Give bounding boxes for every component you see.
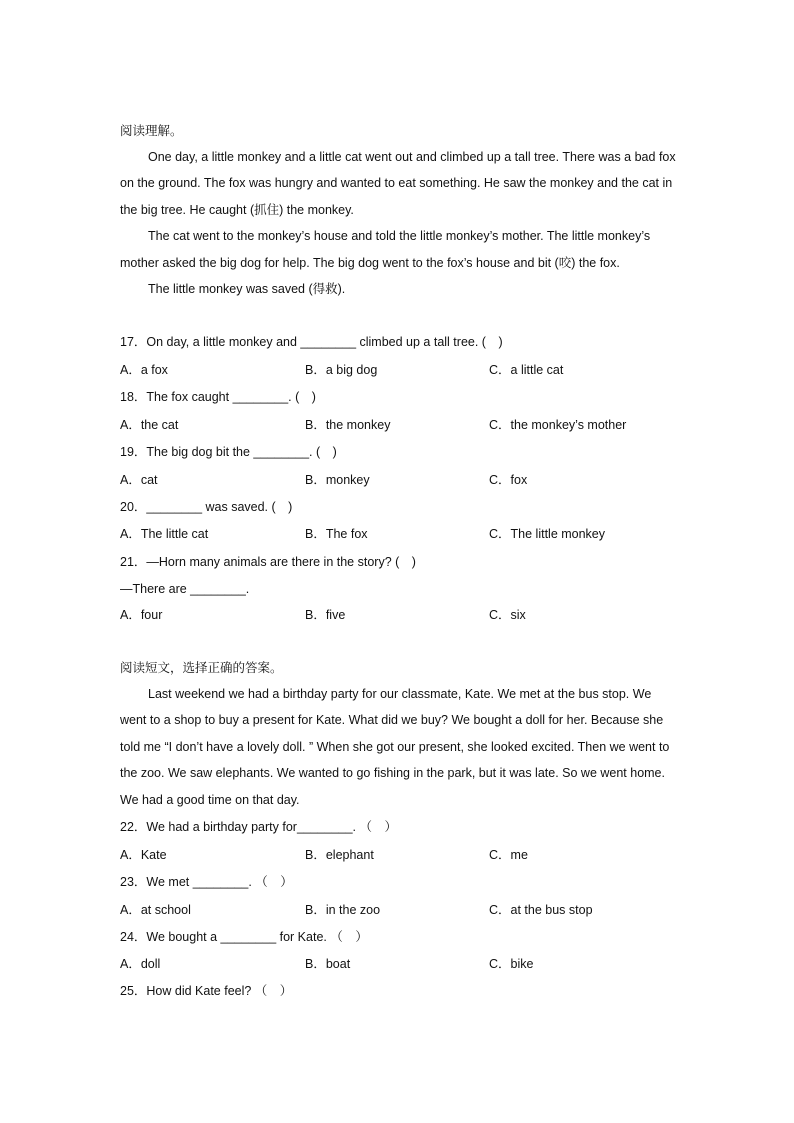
passage-paragraph: Last weekend we had a birthday party for our classmate, Kate. We met at the bus stop. We went to a shop to buy a present for Kate. What did we buy? We bought a doll for her. Because she told me “I don’t have a lovely doll. ” When she got our present, she looked excited. Then we went to the zoo. We saw elephants. We wanted to go fishing in the park, but it was late. So we went home. We had a good time on that day. bbox=[120, 687, 670, 807]
option-a[interactable]: A．doll bbox=[120, 957, 161, 971]
option-c[interactable]: C．bike bbox=[489, 957, 534, 971]
option-b[interactable]: B．in the zoo bbox=[305, 903, 381, 917]
passage-paragraph: One day, a little monkey and a little cat went out and climbed up a tall tree. There was a bad fox on the ground. The fox was hungry and wanted to eat something. He saw the monkey and the cat in the big tree. He caught (抓住) the monkey. bbox=[120, 150, 676, 217]
question-21-answer-line: —There are ________. bbox=[120, 582, 250, 596]
question-24: 24．We bought a ________ for Kate. （ ） bbox=[120, 930, 368, 944]
option-c[interactable]: C．six bbox=[489, 608, 526, 622]
options-22 bbox=[120, 846, 720, 864]
question-18: 18．The fox caught ________. ( ) bbox=[120, 390, 316, 404]
option-c[interactable]: C．the monkey’s mother bbox=[489, 418, 627, 432]
option-a[interactable]: A．Kate bbox=[120, 848, 167, 862]
option-a[interactable]: A．four bbox=[120, 608, 163, 622]
question-23: 23．We met ________. （ ） bbox=[120, 875, 293, 889]
option-b[interactable]: B．the monkey bbox=[305, 418, 391, 432]
question-20: 20．________ was saved. ( ) bbox=[120, 500, 293, 514]
options-24 bbox=[120, 955, 720, 973]
option-b[interactable]: B．The fox bbox=[305, 527, 368, 541]
section-heading-choose: 阅读短文，选择正确的答案。 bbox=[120, 661, 283, 675]
option-b[interactable]: B．a big dog bbox=[305, 363, 378, 377]
options-18 bbox=[120, 416, 720, 434]
option-a[interactable]: A．the cat bbox=[120, 418, 179, 432]
option-c[interactable]: C．fox bbox=[489, 473, 528, 487]
options-20 bbox=[120, 525, 720, 543]
question-19: 19．The big dog bit the ________. ( ) bbox=[120, 445, 337, 459]
option-b[interactable]: B．elephant bbox=[305, 848, 374, 862]
option-c[interactable]: C．a little cat bbox=[489, 363, 564, 377]
option-c[interactable]: C．at the bus stop bbox=[489, 903, 593, 917]
passage-birthday bbox=[120, 681, 680, 813]
option-b[interactable]: B．boat bbox=[305, 957, 351, 971]
section-heading-reading: 阅读理解。 bbox=[120, 124, 183, 138]
question-21: 21．—Horn many animals are there in the story? ( ) bbox=[120, 555, 416, 569]
option-a[interactable]: A．at school bbox=[120, 903, 191, 917]
question-17: 17．On day, a little monkey and ________ climbed up a tall tree. ( ) bbox=[120, 335, 503, 349]
option-b[interactable]: B．monkey bbox=[305, 473, 370, 487]
options-21 bbox=[120, 606, 720, 624]
passage-paragraph: The little monkey was saved (得救). bbox=[148, 282, 346, 297]
passage-paragraph: The cat went to the monkey’s house and told the little monkey’s mother. The little monkey’s mother asked the big dog for help. The big dog went to the fox’s house and bit (咬) the fox. bbox=[120, 229, 651, 270]
question-22: 22．We had a birthday party for________. （ ） bbox=[120, 820, 398, 834]
option-c[interactable]: C．me bbox=[489, 848, 528, 862]
option-a[interactable]: A．cat bbox=[120, 473, 158, 487]
option-a[interactable]: A．The little cat bbox=[120, 527, 209, 541]
option-a[interactable]: A．a fox bbox=[120, 363, 168, 377]
option-c[interactable]: C．The little monkey bbox=[489, 527, 606, 541]
options-23 bbox=[120, 901, 720, 919]
question-25: 25．How did Kate feel? （ ） bbox=[120, 984, 293, 998]
options-19 bbox=[120, 471, 720, 489]
options-17 bbox=[120, 361, 720, 379]
option-b[interactable]: B．five bbox=[305, 608, 346, 622]
passage-monkey bbox=[120, 144, 680, 302]
